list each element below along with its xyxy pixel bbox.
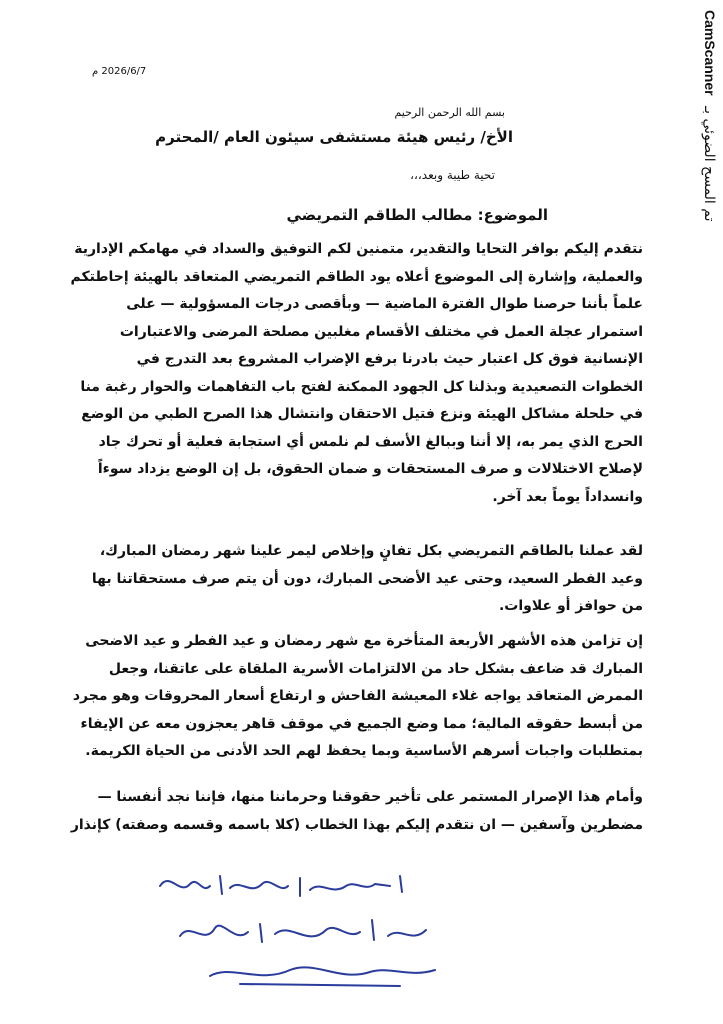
paragraph-line: علماً بأننا حرصنا طوال الفترة الماضية — وبأقصى درجات المسؤولية — على	[126, 296, 643, 312]
paragraph-line: المبارك قد ضاعف بشكل حاد من الالتزامات الأسرية الملقاة على عاتقنا، وجعل	[108, 660, 643, 677]
subject-line: الموضوع: مطالب الطاقم التمريضي	[286, 206, 548, 224]
greeting-line: تحية طيبة وبعد،،،	[410, 168, 495, 182]
handwritten-signature	[150, 866, 470, 996]
letter-date: 2026/6/7 م	[92, 66, 147, 77]
paragraph-line: وعيد الفطر السعيد، وحتى عيد الأضحى المبارك، دون أن يتم صرف مستحقاتنا بها	[91, 570, 643, 587]
paragraph-line: مضطرين وآسفين — ان نتقدم إليكم بهذا الخطاب (كلا باسمه وقسمه وصفته) كإنذار	[70, 816, 643, 833]
paragraph-line: الحرج الذي يمر به، إلا أننا وببالغ الأسف لم نلمس أي استجابة فعلية أو تحرك جاد	[98, 433, 643, 450]
paragraph-line: الممرض المتعاقد يواجه غلاء المعيشة الفاحش و ارتفاع أسعار المحروقات وهو مجرد	[72, 688, 643, 704]
camscanner-watermark	[660, 10, 720, 550]
paragraph-line: الخطوات التصعيدية وبذلنا كل الجهود الممكنة لفتح باب التفاهمات والحوار رغبة منا	[80, 378, 643, 395]
paragraph-line: بمتطلبات واجبات أسرهم الأساسية وبما يحفظ لهم الحد الأدنى من الحياة الكريمة.	[85, 743, 643, 759]
paragraph-line: في حلحلة مشاكل الهيئة ونزع فتيل الاحتقان وانتشال هذا الصرح الطبي من الوضع	[81, 406, 643, 422]
paragraph-line: وأمام هذا الإصرار المستمر على تأخير حقوقنا وحرماننا منها، فإننا نجد أنفسنا —	[97, 789, 643, 805]
basmala: بسم الله الرحمن الرحيم	[394, 106, 505, 119]
watermark-brand: CamScanner	[702, 10, 718, 96]
paragraph-line: نتقدم إليكم بوافر التحايا والتقدير، متمنين لكم التوفيق والسداد في مهامكم الإدارية	[74, 241, 643, 257]
addressee-line: الأخ/ رئيس هيئة مستشفى سيئون العام /المحترم	[155, 128, 513, 146]
paragraph-line: والعملية، وإشارة إلى الموضوع أعلاه يود الطاقم التمريضي المتعاقد بالهيئة إحاطتكم	[70, 268, 643, 285]
paragraph-line: وانسداداً يوماً بعد آخر.	[492, 488, 643, 505]
watermark-text: تم المسح الضوئي بـ	[701, 106, 717, 222]
paragraph-2	[91, 538, 643, 621]
paragraph-line: إن تزامن هذه الأشهر الأربعة المتأخرة مع شهر رمضان و عيد الفطر و عيد الاضحى	[85, 633, 643, 649]
paragraph-line: لقد عملنا بالطاقم التمريضي بكل تفانٍ وإخلاص ليمر علينا شهر رمضان المبارك،	[99, 543, 643, 559]
paragraph-3	[72, 628, 643, 766]
paragraph-line: من أبسط حقوقه المالية؛ مما وضع الجميع في موقف قاهر يعجزون معه عن الإيفاء	[80, 715, 643, 732]
paragraph-line: الإنسانية فوق كل اعتبار حيث بادرنا برفع الإضراب المشروع بعد التدرج في	[136, 351, 643, 367]
paragraph-1	[70, 236, 643, 511]
paragraph-4	[70, 784, 643, 839]
paragraph-line: استمرار عجلة العمل في مختلف الأقسام مغلبين مصلحة المرضى والاعتبارات	[119, 323, 643, 340]
paragraph-line: من حوافز أو علاوات.	[498, 598, 643, 614]
paragraph-line: لإصلاح الاختلالات و صرف المستحقات و ضمان الحقوق، بل إن الوضع يزداد سوءاً	[97, 461, 643, 477]
